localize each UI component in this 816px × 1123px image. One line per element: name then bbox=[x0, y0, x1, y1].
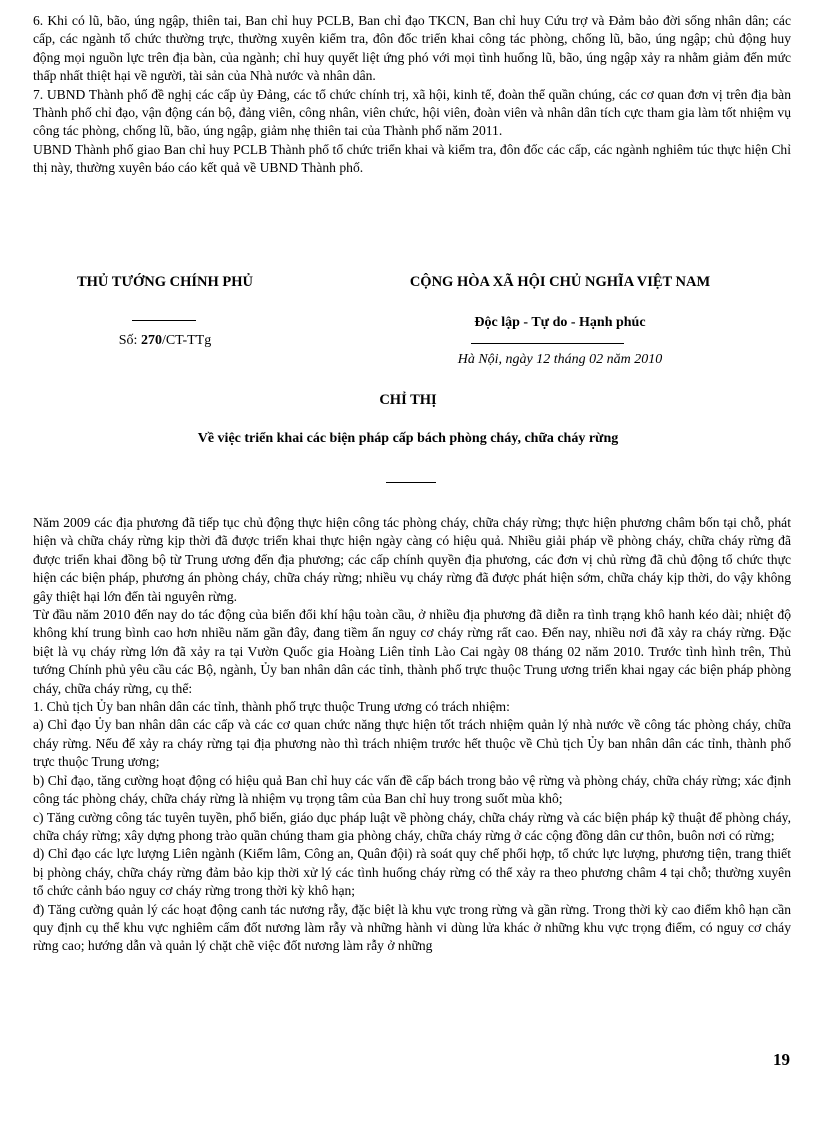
document-number-value: 270 bbox=[140, 333, 162, 348]
motto-underline bbox=[471, 343, 624, 344]
document-number: Số: 270/CT-TTg bbox=[118, 333, 212, 348]
paragraph-intro: Năm 2009 các địa phương đã tiếp tục chủ động thực hiện công tác phòng cháy, chữa cháy rừng; thực hiện phương châm bốn tại chỗ, phát hiện và chữa cháy rừng kịp thời đã được triển khai thực hiện ngày càng có hiệu quả. Nhiều giải pháp về phòng cháy, chữa cháy rừng đã được triển khai đồng bộ từ Trung ương đến địa phương; các cấp chính quyền địa phương, các đơn vị chủ rừng đã chủ động tổ chức thực hiện các biện pháp, phương án phòng cháy, chữa cháy rừng; nhiều vụ cháy rừng đã được phát hiện sớm, chữa cháy kịp thời, do vậy không gây thiệt hại lớn đến tài nguyên rừng. bbox=[33, 515, 791, 604]
issuer-underline bbox=[132, 320, 196, 321]
page-number: 19 bbox=[773, 1050, 790, 1069]
directive-body bbox=[33, 514, 791, 956]
place-date: Hà Nội, ngày 12 tháng 02 năm 2010 bbox=[457, 352, 663, 367]
paragraph-item-b: b) Chỉ đạo, tăng cường hoạt động có hiệu quả Ban chỉ huy các vấn đề cấp bách trong bảo vệ rừng và phòng cháy, chữa cháy rừng; xác định công tác phòng cháy, chữa cháy rừng là nhiệm vụ trọng tâm của Ban chỉ huy trong suốt mùa khô; bbox=[33, 772, 791, 807]
document-type: CHỈ THỊ bbox=[379, 392, 437, 408]
paragraph-item-7: 7. UBND Thành phố đề nghị các cấp ủy Đảng, các tổ chức chính trị, xã hội, kinh tế, đoàn thể quần chúng, các cơ quan đơn vị trên địa bàn Thành phố chỉ đạo, vận động cán bộ, đảng viên, công nhân, viên chức, hội viên, đoàn viên và nhân dân tích cực tham gia làm tốt nhiệm vụ công tác phòng, chống lũ, bão, úng ngập, giảm nhẹ thiên tai của Thành phố năm 2011. bbox=[33, 86, 791, 139]
document-subject: Về việc triển khai các biện pháp cấp bách phòng cháy, chữa cháy rừng bbox=[197, 431, 619, 446]
paragraph-item-c: c) Tăng cường công tác tuyên tuyền, phổ biến, giáo dục pháp luật về phòng cháy, chữa cháy rừng và các biện pháp kỹ thuật để phòng cháy, chữa cháy rừng; xây dựng phong trào quần chúng tham gia phòng cháy, chữa cháy rừng ở các cộng đồng dân cư thôn, buôn nơi có rừng; bbox=[33, 809, 791, 843]
nation-title: CỘNG HÒA XÃ HỘI CHỦ NGHĨA VIỆT NAM bbox=[409, 274, 711, 290]
paragraph-item-6: 6. Khi có lũ, bão, úng ngập, thiên tai, Ban chỉ huy PCLB, Ban chỉ đạo TKCN, Ban chỉ huy Cứu trợ và Đảm bảo đời sống nhân dân; các cấp, các ngành tổ chức thường trực, thường xuyên kiểm tra, đôn đốc triển khai công tác phòng, chống lũ, bão, úng ngập; chủ động huy động mọi nguồn lực trên địa bàn, của ngành; chỉ huy quyết liệt ứng phó với mọi tình huống lũ, bão, úng ngập xảy ra nhằm giảm đến mức thấp nhất thiệt hại về người, tài sản của Nhà nước và nhân dân. bbox=[33, 13, 791, 84]
paragraph-context: Từ đầu năm 2010 đến nay do tác động của biến đổi khí hậu toàn cầu, ở nhiều địa phương đã diễn ra tình trạng khô hanh kéo dài; nhiệt độ không khí trung bình cao hơn nhiều năm gần đây, đang tiềm ẩn nguy cơ cháy rừng rất cao. Đến nay, nhiều nơi đã xảy ra cháy rừng. Đặc biệt là vụ cháy rừng lớn đã xảy ra tại Vườn Quốc gia Hoàng Liên tỉnh Lào Cai ngày 08 tháng 02 năm 2010. Trước tình hình trên, Thủ tướng Chính phủ yêu cầu các Bộ, ngành, Ủy ban nhân dân các tỉnh, thành phố trực thuộc Trung ương triển khai ngay các biện pháp phòng cháy, chữa cháy rừng, cụ thể: bbox=[33, 607, 791, 696]
issuer-title: THỦ TƯỚNG CHÍNH PHỦ bbox=[76, 274, 254, 290]
paragraph-item-d: d) Chỉ đạo các lực lượng Liên ngành (Kiểm lâm, Công an, Quân đội) rà soát quy chế phối hợp, tổ chức lực lượng, phương tiện, trang thiết bị phòng cháy, chữa cháy rừng đảm bảo kịp thời xử lý các tình huống cháy rừng có thể xảy ra theo phương châm 4 tại chỗ; thường xuyên tổ chức cảnh báo nguy cơ cháy rừng trong thời kỳ khô hạn; bbox=[33, 846, 791, 899]
paragraph-item-dd: đ) Tăng cường quản lý các hoạt động canh tác nương rẫy, đặc biệt là khu vực trong rừng và gần rừng. Trong thời kỳ cao điểm khô hạn cần quy định cụ thể khu vực nghiêm cấm đốt nương làm rẫy và những hành vi dùng lửa khác ở những khu vực trọng điểm, có nguy cơ cháy rừng cao; hướng dẫn và quản lý chặt chẽ việc đốt nương làm rẫy ở những bbox=[33, 901, 791, 954]
paragraph-item-a: a) Chỉ đạo Ủy ban nhân dân các cấp và các cơ quan chức năng thực hiện tốt trách nhiệm quản lý nhà nước về công tác phòng cháy, chữa cháy rừng. Nếu để xảy ra cháy rừng tại địa phương nào thì trách nhiệm trước hết thuộc về Chủ tịch Ủy ban nhân dân các tỉnh, thành phố trực thuộc Trung ương; bbox=[33, 717, 791, 770]
subject-underline bbox=[386, 482, 436, 483]
paragraph-section-1: 1. Chủ tịch Ủy ban nhân dân các tỉnh, thành phố trực thuộc Trung ương có trách nhiệm: bbox=[33, 699, 510, 715]
paragraph-closing: UBND Thành phố giao Ban chỉ huy PCLB Thành phố tổ chức triển khai và kiểm tra, đôn đốc các cấp, các ngành nghiêm túc thực hiện Chỉ thị này, thường xuyên báo cáo kết quả về UBND Thành phố. bbox=[33, 141, 791, 176]
previous-directive-tail bbox=[33, 12, 791, 178]
national-motto: Độc lập - Tự do - Hạnh phúc bbox=[474, 315, 646, 330]
